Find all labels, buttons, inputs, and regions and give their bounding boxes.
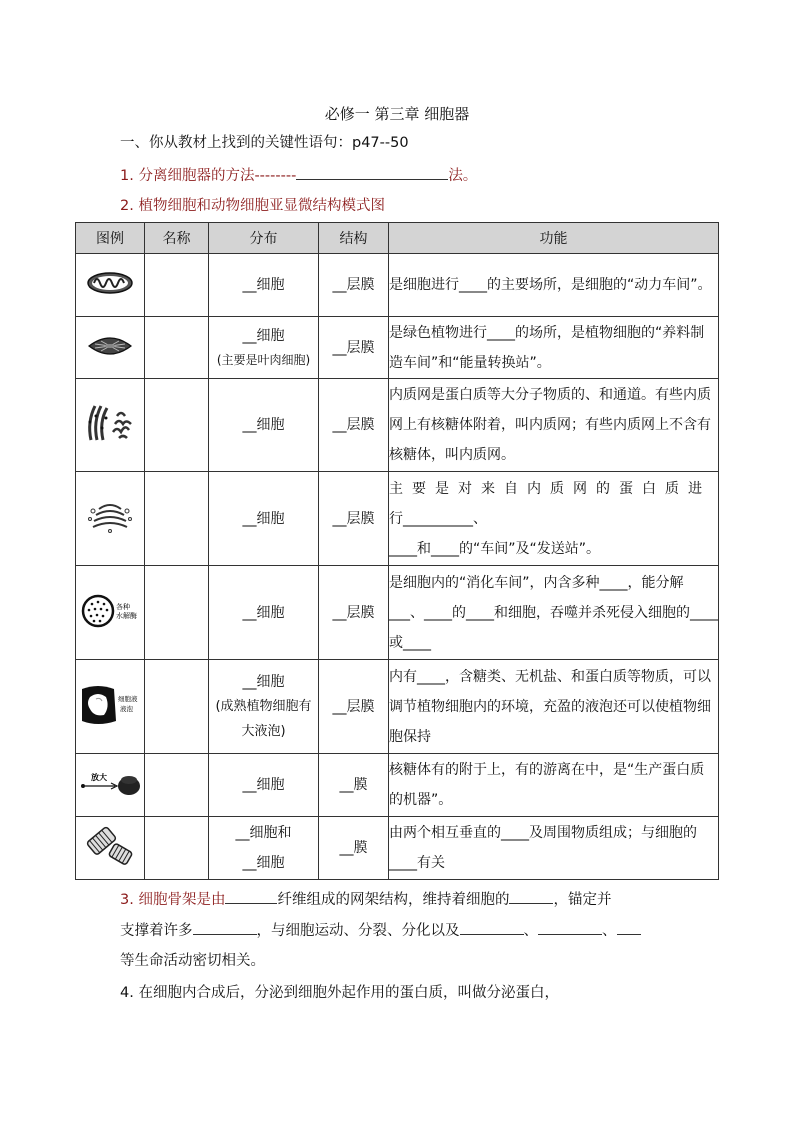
- function-cell: 是细胞内的“消化车间”，内含多种____，能分解___、____的____和细胞，吞噬并杀死侵入细胞的____或____: [389, 566, 719, 660]
- table-row: [76, 817, 719, 880]
- distribution-cell: [209, 817, 319, 880]
- header-function: 功能: [389, 223, 719, 254]
- table-row: [76, 254, 719, 317]
- structure-cell: __层膜: [319, 379, 389, 472]
- structure-cell: __层膜: [319, 566, 389, 660]
- structure-cell: __层膜: [319, 254, 389, 317]
- name-cell[interactable]: [145, 254, 209, 317]
- answer-blank[interactable]: [538, 919, 602, 935]
- function-cell: 是细胞进行____的主要场所，是细胞的“动力车间”。: [389, 254, 719, 317]
- question-3-text: 、: [523, 923, 538, 939]
- answer-blank[interactable]: [225, 888, 277, 904]
- icon-label: 水解酶: [116, 611, 137, 620]
- function-cell: 内质网是蛋白质等大分子物质的、和通道。有些内质网上有核糖体附着，叫内质网；有些内质网上不含有核糖体，叫内质网。: [389, 379, 719, 472]
- table-row: [76, 379, 719, 472]
- icon-label: 放大: [91, 773, 107, 782]
- endoplasmic-reticulum-icon: [76, 379, 145, 472]
- header-name: 名称: [145, 223, 209, 254]
- name-cell[interactable]: [145, 754, 209, 817]
- table-row: [76, 317, 719, 379]
- structure-cell: __膜: [319, 754, 389, 817]
- distribution-text: __细胞: [242, 855, 285, 871]
- table-row: [76, 566, 719, 660]
- answer-blank[interactable]: [193, 919, 257, 935]
- function-line: ____和____的“车间”及“发送站”。: [389, 540, 601, 557]
- header-distribution: 分布: [209, 223, 319, 254]
- icon-label: 液泡: [120, 704, 133, 713]
- question-1: [120, 164, 477, 186]
- lysosome-icon: [76, 566, 145, 660]
- distribution-cell: __细胞: [209, 472, 319, 566]
- centrosome-icon: [76, 817, 145, 880]
- question-3-text: ，锚定并: [553, 892, 612, 908]
- distribution-cell: __细胞: [209, 254, 319, 317]
- answer-blank[interactable]: [296, 164, 448, 180]
- distribution-text: __细胞和: [235, 825, 292, 841]
- distribution-text: __细胞: [242, 327, 285, 344]
- table-row: [76, 754, 719, 817]
- organelle-table: [75, 222, 719, 880]
- icon-label: 各种: [116, 602, 130, 611]
- function-cell: 核糖体有的附于上，有的游离在中，是“生产蛋白质的机器”。: [389, 754, 719, 817]
- name-cell[interactable]: [145, 472, 209, 566]
- header-structure: 结构: [319, 223, 389, 254]
- question-1-text: 1. 分离细胞器的方法--------: [120, 168, 297, 184]
- mitochondrion-icon: [76, 254, 145, 317]
- page-title: 必修一 第三章 细胞器: [324, 105, 470, 123]
- name-cell[interactable]: [145, 660, 209, 754]
- name-cell[interactable]: [145, 817, 209, 880]
- table-row: [76, 660, 719, 754]
- question-1-suffix: 法。: [448, 168, 478, 184]
- function-line: 行__________、: [389, 510, 487, 527]
- distribution-note: (主要是叶肉细胞): [216, 352, 311, 367]
- question-3-line-1: [120, 888, 611, 910]
- name-cell[interactable]: [145, 379, 209, 472]
- section-heading: 一、你从教材上找到的关键性语句：p47--50: [120, 135, 409, 151]
- vacuole-icon: [76, 660, 145, 754]
- question-3-text: 3. 细胞骨架是由: [120, 892, 226, 908]
- structure-cell: __层膜: [319, 472, 389, 566]
- answer-blank[interactable]: [617, 919, 641, 935]
- distribution-text: __细胞: [242, 673, 285, 690]
- function-cell: 由两个相互垂直的____及周围物质组成；与细胞的____有关: [389, 817, 719, 880]
- golgi-icon: [76, 472, 145, 566]
- distribution-cell: [209, 660, 319, 754]
- question-3-text: 支撑着许多: [120, 923, 193, 939]
- question-3-line-2: [120, 919, 641, 941]
- function-cell: [389, 472, 719, 566]
- question-3-text: 纤维组成的网架结构，维持着细胞的: [277, 892, 510, 908]
- structure-cell: __层膜: [319, 660, 389, 754]
- name-cell[interactable]: [145, 317, 209, 379]
- distribution-cell: __细胞: [209, 754, 319, 817]
- structure-cell: __膜: [319, 817, 389, 880]
- icon-label: 细胞液: [118, 694, 138, 703]
- answer-blank[interactable]: [509, 888, 553, 904]
- header-icon: 图例: [76, 223, 145, 254]
- question-4: 4. 在细胞内合成后，分泌到细胞外起作用的蛋白质，叫做分泌蛋白，: [120, 985, 559, 1001]
- structure-cell: __层膜: [319, 317, 389, 379]
- answer-blank[interactable]: [460, 919, 524, 935]
- distribution-cell: __细胞: [209, 566, 319, 660]
- distribution-cell: __细胞: [209, 379, 319, 472]
- question-3-text: 、: [602, 923, 617, 939]
- table-header-row: [76, 223, 719, 254]
- ribosome-icon: [76, 754, 145, 817]
- question-2: 2. 植物细胞和动物细胞亚显微结构模式图: [120, 198, 385, 214]
- distribution-cell: [209, 317, 319, 379]
- question-3-text: ，与细胞运动、分裂、分化以及: [256, 923, 460, 939]
- function-cell: 是绿色植物进行____的场所，是植物细胞的“养料制造车间”和“能量转换站”。: [389, 317, 719, 379]
- function-line: 主要是对来自内质网的蛋白质进: [389, 480, 711, 497]
- question-3-line-3: 等生命活动密切相关。: [120, 953, 265, 969]
- table-row: [76, 472, 719, 566]
- chloroplast-icon: [76, 317, 145, 379]
- distribution-note: (成熟植物细胞有大液泡): [215, 698, 312, 739]
- name-cell[interactable]: [145, 566, 209, 660]
- function-cell: 内有____，含糖类、无机盐、和蛋白质等物质，可以调节植物细胞内的环境，充盈的液泡还可以使植物细胞保持: [389, 660, 719, 754]
